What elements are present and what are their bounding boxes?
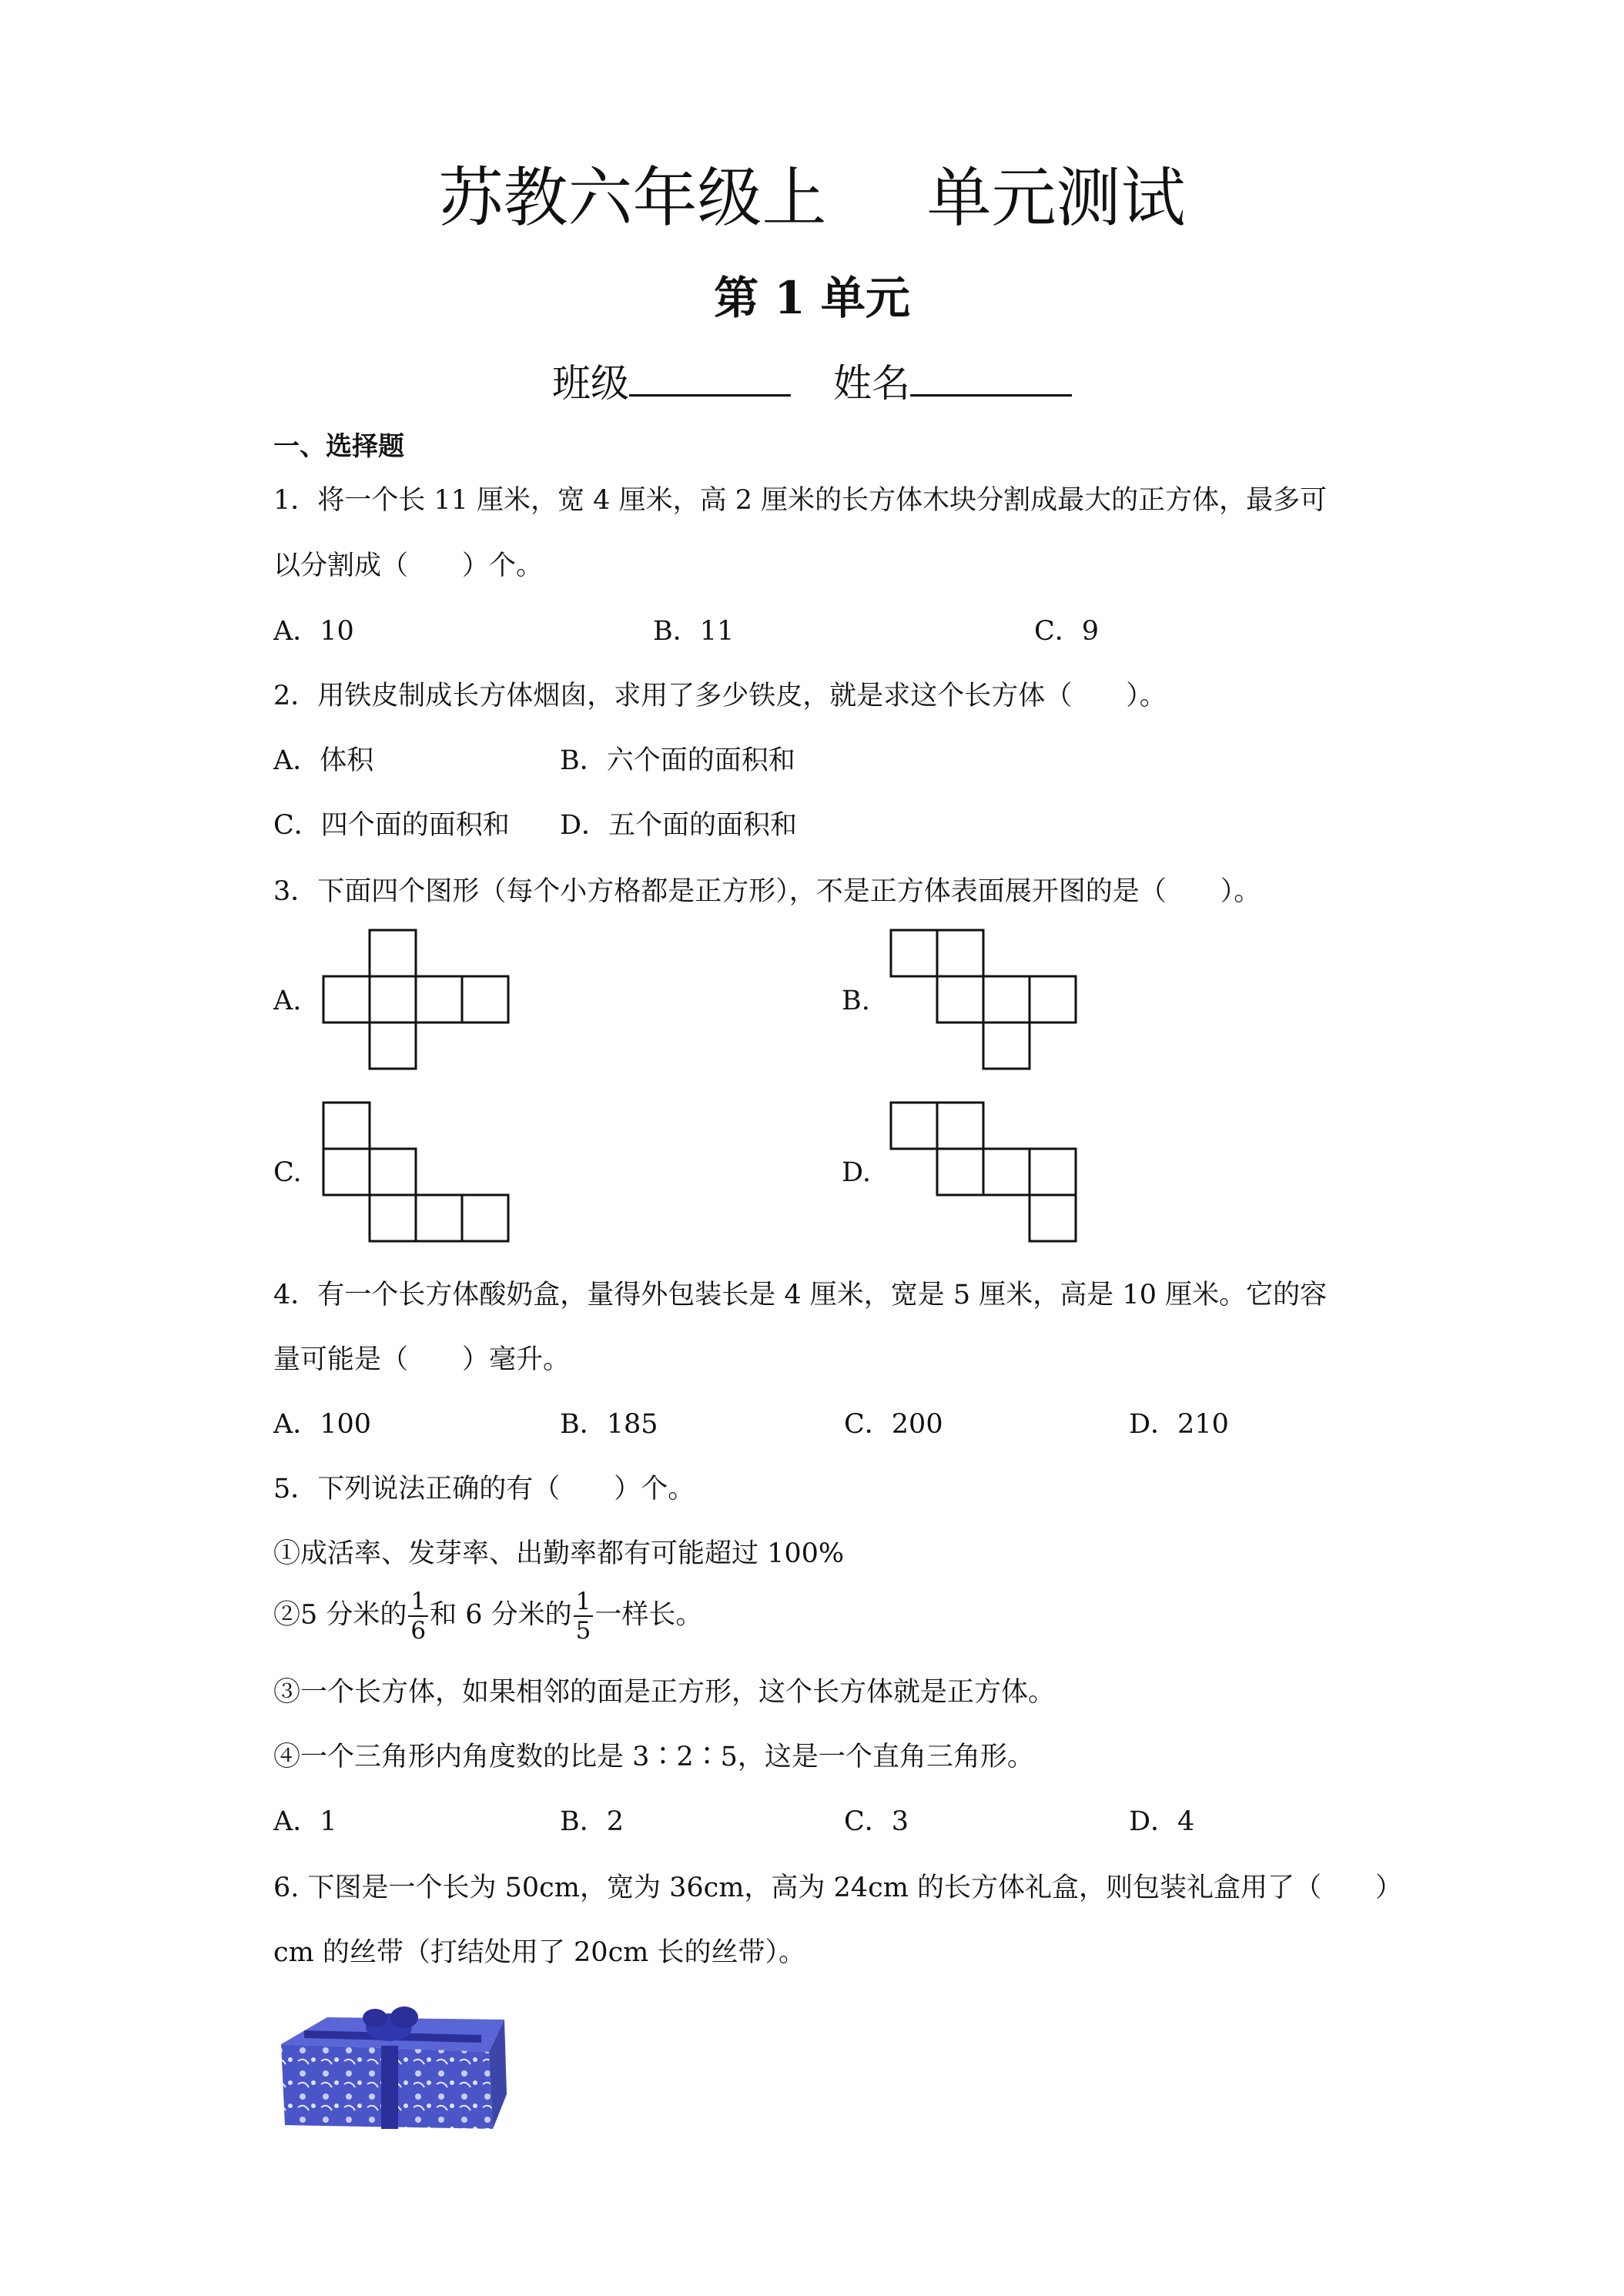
title-right: 单元测试 — [926, 160, 1186, 236]
q2-text: 2．用铁皮制成长方体烟囱，求用了多少铁皮，就是求这个长方体（ ）。 — [273, 681, 1167, 711]
section-heading: 一、选择题 — [273, 431, 404, 462]
title-left: 苏教六年级上 — [438, 160, 827, 236]
q5-statement-2 — [273, 1588, 702, 1645]
q5-option-c[interactable]: C．3 — [844, 1806, 909, 1837]
class-name-line — [0, 353, 1624, 408]
q5-statement-1: ①成活率、发芽率、出勤率都有可能超过 100% — [273, 1538, 845, 1569]
q6-text-line2: cm 的丝带（打结处用了 20cm 长的丝带）。 — [273, 1937, 805, 1968]
q2-option-b[interactable]: B．六个面的面积和 — [560, 745, 795, 776]
name-label: 姓名 — [833, 361, 910, 406]
q5-s2-part-c: 一样长。 — [594, 1599, 703, 1631]
q3-net-a — [322, 929, 514, 1075]
q1-text-line2: 以分割成（ ）个。 — [273, 551, 544, 581]
q2-option-a[interactable]: A．体积 — [273, 745, 374, 776]
q5-text: 5．下列说法正确的有（ ）个。 — [273, 1474, 695, 1504]
q3-label-a[interactable]: A. — [273, 986, 302, 1016]
q3-label-c[interactable]: C. — [273, 1157, 302, 1188]
q4-option-b[interactable]: B．185 — [560, 1409, 658, 1440]
fraction-one-sixth: $\frac{1}{6}$ — [408, 1588, 428, 1645]
q1-option-b[interactable]: B．11 — [653, 616, 735, 647]
q3-net-c — [322, 1101, 514, 1247]
q3-label-d[interactable]: D. — [842, 1157, 871, 1188]
name-blank[interactable] — [910, 363, 1072, 397]
q5-s2-part-b: 和 6 分米的 — [430, 1599, 572, 1631]
page-title — [0, 146, 1624, 239]
q4-text-line2: 量可能是（ ）毫升。 — [273, 1344, 571, 1375]
q2-option-c[interactable]: C．四个面的面积和 — [273, 810, 510, 841]
q4-option-c[interactable]: C．200 — [844, 1409, 943, 1440]
fraction-one-fifth: $\frac{1}{5}$ — [574, 1588, 594, 1645]
q3-net-d — [889, 1101, 1082, 1247]
q5-statement-3: ③一个长方体，如果相邻的面是正方形，这个长方体就是正方体。 — [273, 1677, 1056, 1708]
gift-box-image — [273, 1998, 508, 2140]
q3-net-b — [889, 929, 1082, 1075]
q1-text-line1: 1．将一个长 11 厘米，宽 4 厘米，高 2 厘米的长方体木块分割成最大的正方体，最多可 — [273, 485, 1328, 516]
q3-label-b[interactable]: B. — [842, 986, 870, 1016]
q1-option-c[interactable]: C．9 — [1034, 616, 1100, 647]
q5-option-a[interactable]: A．1 — [273, 1806, 337, 1837]
q4-option-a[interactable]: A．100 — [273, 1409, 372, 1440]
q5-option-d[interactable]: D．4 — [1129, 1806, 1195, 1837]
unit-title: 第 1 单元 — [714, 272, 910, 324]
class-label: 班级 — [552, 361, 629, 406]
q6-text-line1: 6. 下图是一个长为 50cm，宽为 36cm，高为 24cm 的长方体礼盒，则包装礼盒用了（ ） — [273, 1873, 1403, 1903]
q3-text: 3．下面四个图形（每个小方格都是正方形），不是正方体表面展开图的是（ ）。 — [273, 876, 1261, 907]
q2-option-d[interactable]: D．五个面的面积和 — [560, 810, 798, 841]
q5-statement-4: ④一个三角形内角度数的比是 3∶2∶5，这是一个直角三角形。 — [273, 1742, 1034, 1772]
q5-option-b[interactable]: B．2 — [560, 1806, 624, 1837]
q5-s2-part-a: ②5 分米的 — [273, 1599, 407, 1631]
q4-text-line1: 4．有一个长方体酸奶盒，量得外包装长是 4 厘米，宽是 5 厘米，高是 10 厘米。它的容 — [273, 1280, 1328, 1310]
class-blank[interactable] — [629, 363, 791, 397]
q1-option-a[interactable]: A．10 — [273, 616, 354, 647]
q4-option-d[interactable]: D．210 — [1129, 1409, 1229, 1440]
